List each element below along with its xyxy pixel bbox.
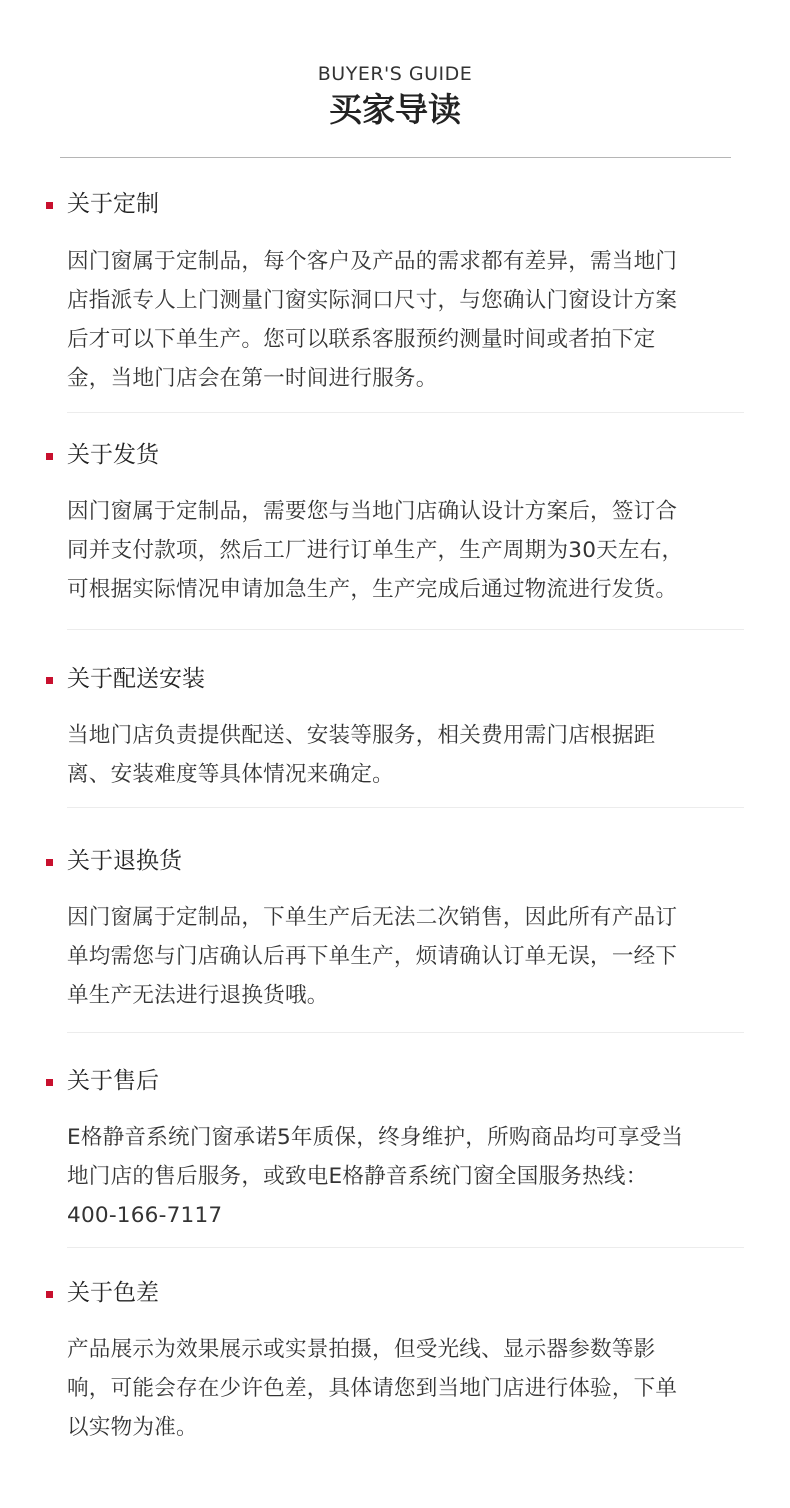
body-line: 离、安装难度等具体情况来确定。 (67, 762, 394, 787)
body-line: 以实物为准。 (67, 1415, 198, 1440)
body-line: 店指派专人上门测量门窗实际洞口尺寸，与您确认门窗设计方案 (67, 288, 678, 313)
body-line: 响，可能会存在少许色差，具体请您到当地门店进行体验，下单 (67, 1376, 678, 1401)
section-heading: 关于配送安装 (67, 666, 205, 692)
body-line: 产品展示为效果展示或实景拍摄，但受光线、显示器参数等影 (67, 1337, 656, 1362)
section-heading: 关于定制 (67, 191, 159, 217)
page-header (0, 0, 790, 132)
bullet-marker (46, 859, 53, 866)
section-body (67, 898, 747, 1015)
section-divider (67, 1032, 744, 1033)
bullet-marker (46, 677, 53, 684)
hotline-number: 400-166-7117 (67, 1203, 223, 1228)
bullet-marker (46, 202, 53, 209)
body-line: 因门窗属于定制品，每个客户及产品的需求都有差异，需当地门 (67, 249, 678, 274)
body-line: 地门店的售后服务，或致电E格静音系统门窗全国服务热线： (67, 1164, 648, 1189)
body-line: 后才可以下单生产。您可以联系客服预约测量时间或者拍下定 (67, 327, 656, 352)
section-divider (67, 629, 744, 630)
section-heading: 关于退换货 (67, 848, 182, 874)
section-body (67, 242, 747, 398)
section-heading: 关于发货 (67, 442, 159, 468)
body-line: E格静音系统门窗承诺5年质保，终身维护，所购商品均可享受当 (67, 1125, 684, 1150)
section-heading: 关于色差 (67, 1280, 159, 1306)
section-divider (67, 807, 744, 808)
section-body (67, 1118, 747, 1235)
section-body (67, 492, 747, 609)
body-line: 单生产无法进行退换货哦。 (67, 983, 329, 1008)
section-heading: 关于售后 (67, 1068, 159, 1094)
section-divider (67, 1247, 744, 1248)
bullet-marker (46, 1079, 53, 1086)
english-subtitle: BUYER'S GUIDE (317, 63, 473, 85)
body-line: 当地门店负责提供配送、安装等服务，相关费用需门店根据距 (67, 723, 656, 748)
body-line: 单均需您与门店确认后再下单生产，烦请确认订单无误，一经下 (67, 944, 678, 969)
header-divider (60, 157, 731, 158)
section-body (67, 716, 747, 794)
body-line: 可根据实际情况申请加急生产，生产完成后通过物流进行发货。 (67, 577, 678, 602)
body-line: 同并支付款项，然后工厂进行订单生产，生产周期为30天左右， (67, 538, 684, 563)
body-line: 因门窗属于定制品，下单生产后无法二次销售，因此所有产品订 (67, 905, 678, 930)
body-line: 因门窗属于定制品，需要您与当地门店确认设计方案后，签订合 (67, 499, 678, 524)
section-body (67, 1330, 747, 1447)
page-title: 买家导读 (329, 90, 461, 129)
body-line: 金，当地门店会在第一时间进行服务。 (67, 366, 438, 391)
section-divider (67, 412, 744, 413)
bullet-marker (46, 453, 53, 460)
bullet-marker (46, 1291, 53, 1298)
